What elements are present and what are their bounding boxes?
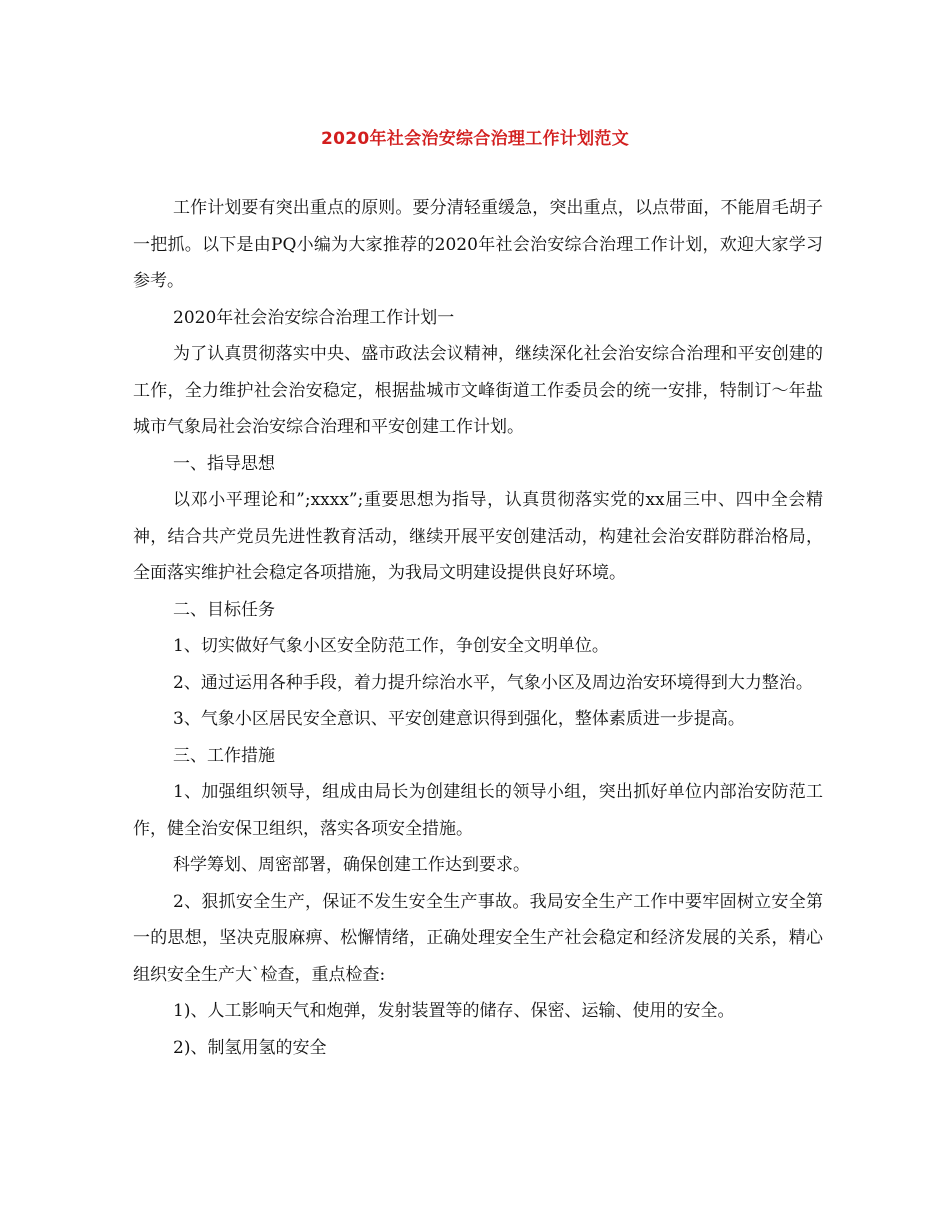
paragraph-goal-3: 3、气象小区居民安全意识、平安创建意识得到强化，整体素质进一步提高。 bbox=[173, 709, 745, 729]
paragraph-measure-1: 1、加强组织领导，组成由局长为创建组长的领导小组，突出抓好单位内部治安防范工作，健全治安保卫组织，落实各项安全措施。 bbox=[133, 782, 823, 839]
paragraph-measure-2: 2、狠抓安全生产，保证不发生安全生产事故。我局安全生产工作中要牢固树立安全第一的思想，坚决克服麻痹、松懈情绪，正确处理安全生产社会稳定和经济发展的关系，精心组织安全生产大`检查，重点检查: bbox=[133, 891, 823, 985]
document-title: 2020年社会治安综合治理工作计划范文 bbox=[320, 129, 629, 149]
paragraph-check-item-2: 2)、制氢用氢的安全 bbox=[173, 1037, 327, 1058]
paragraph-goal-1: 1、切实做好气象小区安全防范工作，争创安全文明单位。 bbox=[173, 636, 609, 656]
paragraph-plan-heading: 2020年社会治安综合治理工作计划一 bbox=[173, 307, 455, 328]
document-body bbox=[133, 190, 823, 1066]
paragraph-intro: 工作计划要有突出重点的原则。要分清轻重缓急，突出重点，以点带面，不能眉毛胡子一把抓。以下是由PQ小编为大家推荐的2020年社会治安综合治理工作计划，欢迎大家学习参考。 bbox=[133, 198, 823, 291]
section-heading-guiding-ideology: 一、指导思想 bbox=[173, 453, 275, 474]
paragraph-check-item-1: 1)、人工影响天气和炮弹，发射装置等的储存、保密、运输、使用的安全。 bbox=[173, 1001, 735, 1021]
section-heading-measures: 三、工作措施 bbox=[173, 745, 275, 766]
section-heading-goals: 二、目标任务 bbox=[173, 599, 275, 620]
paragraph-goal-2: 2、通过运用各种手段，着力提升综治水平，气象小区及周边治安环境得到大力整治。 bbox=[173, 672, 813, 693]
paragraph-planning: 科学筹划、周密部署，确保创建工作达到要求。 bbox=[173, 855, 530, 875]
paragraph-guiding-ideology: 以邓小平理论和”;xxxx”;重要思想为指导，认真贯彻落实党的xx届三中、四中全会精神，结合共产党员先进性教育活动，继续开展平安创建活动，构建社会治安群防群治格局，全面落实维护社会稳定各项措施，为我局文明建设提供良好环境。 bbox=[133, 490, 823, 583]
paragraph-purpose: 为了认真贯彻落实中央、盛市政法会议精神，继续深化社会治安综合治理和平安创建的工作，全力维护社会治安稳定，根据盐城市文峰街道工作委员会的统一安排，特制订～年盐城市气象局社会治安综合治理和平安创建工作计划。 bbox=[133, 344, 823, 437]
